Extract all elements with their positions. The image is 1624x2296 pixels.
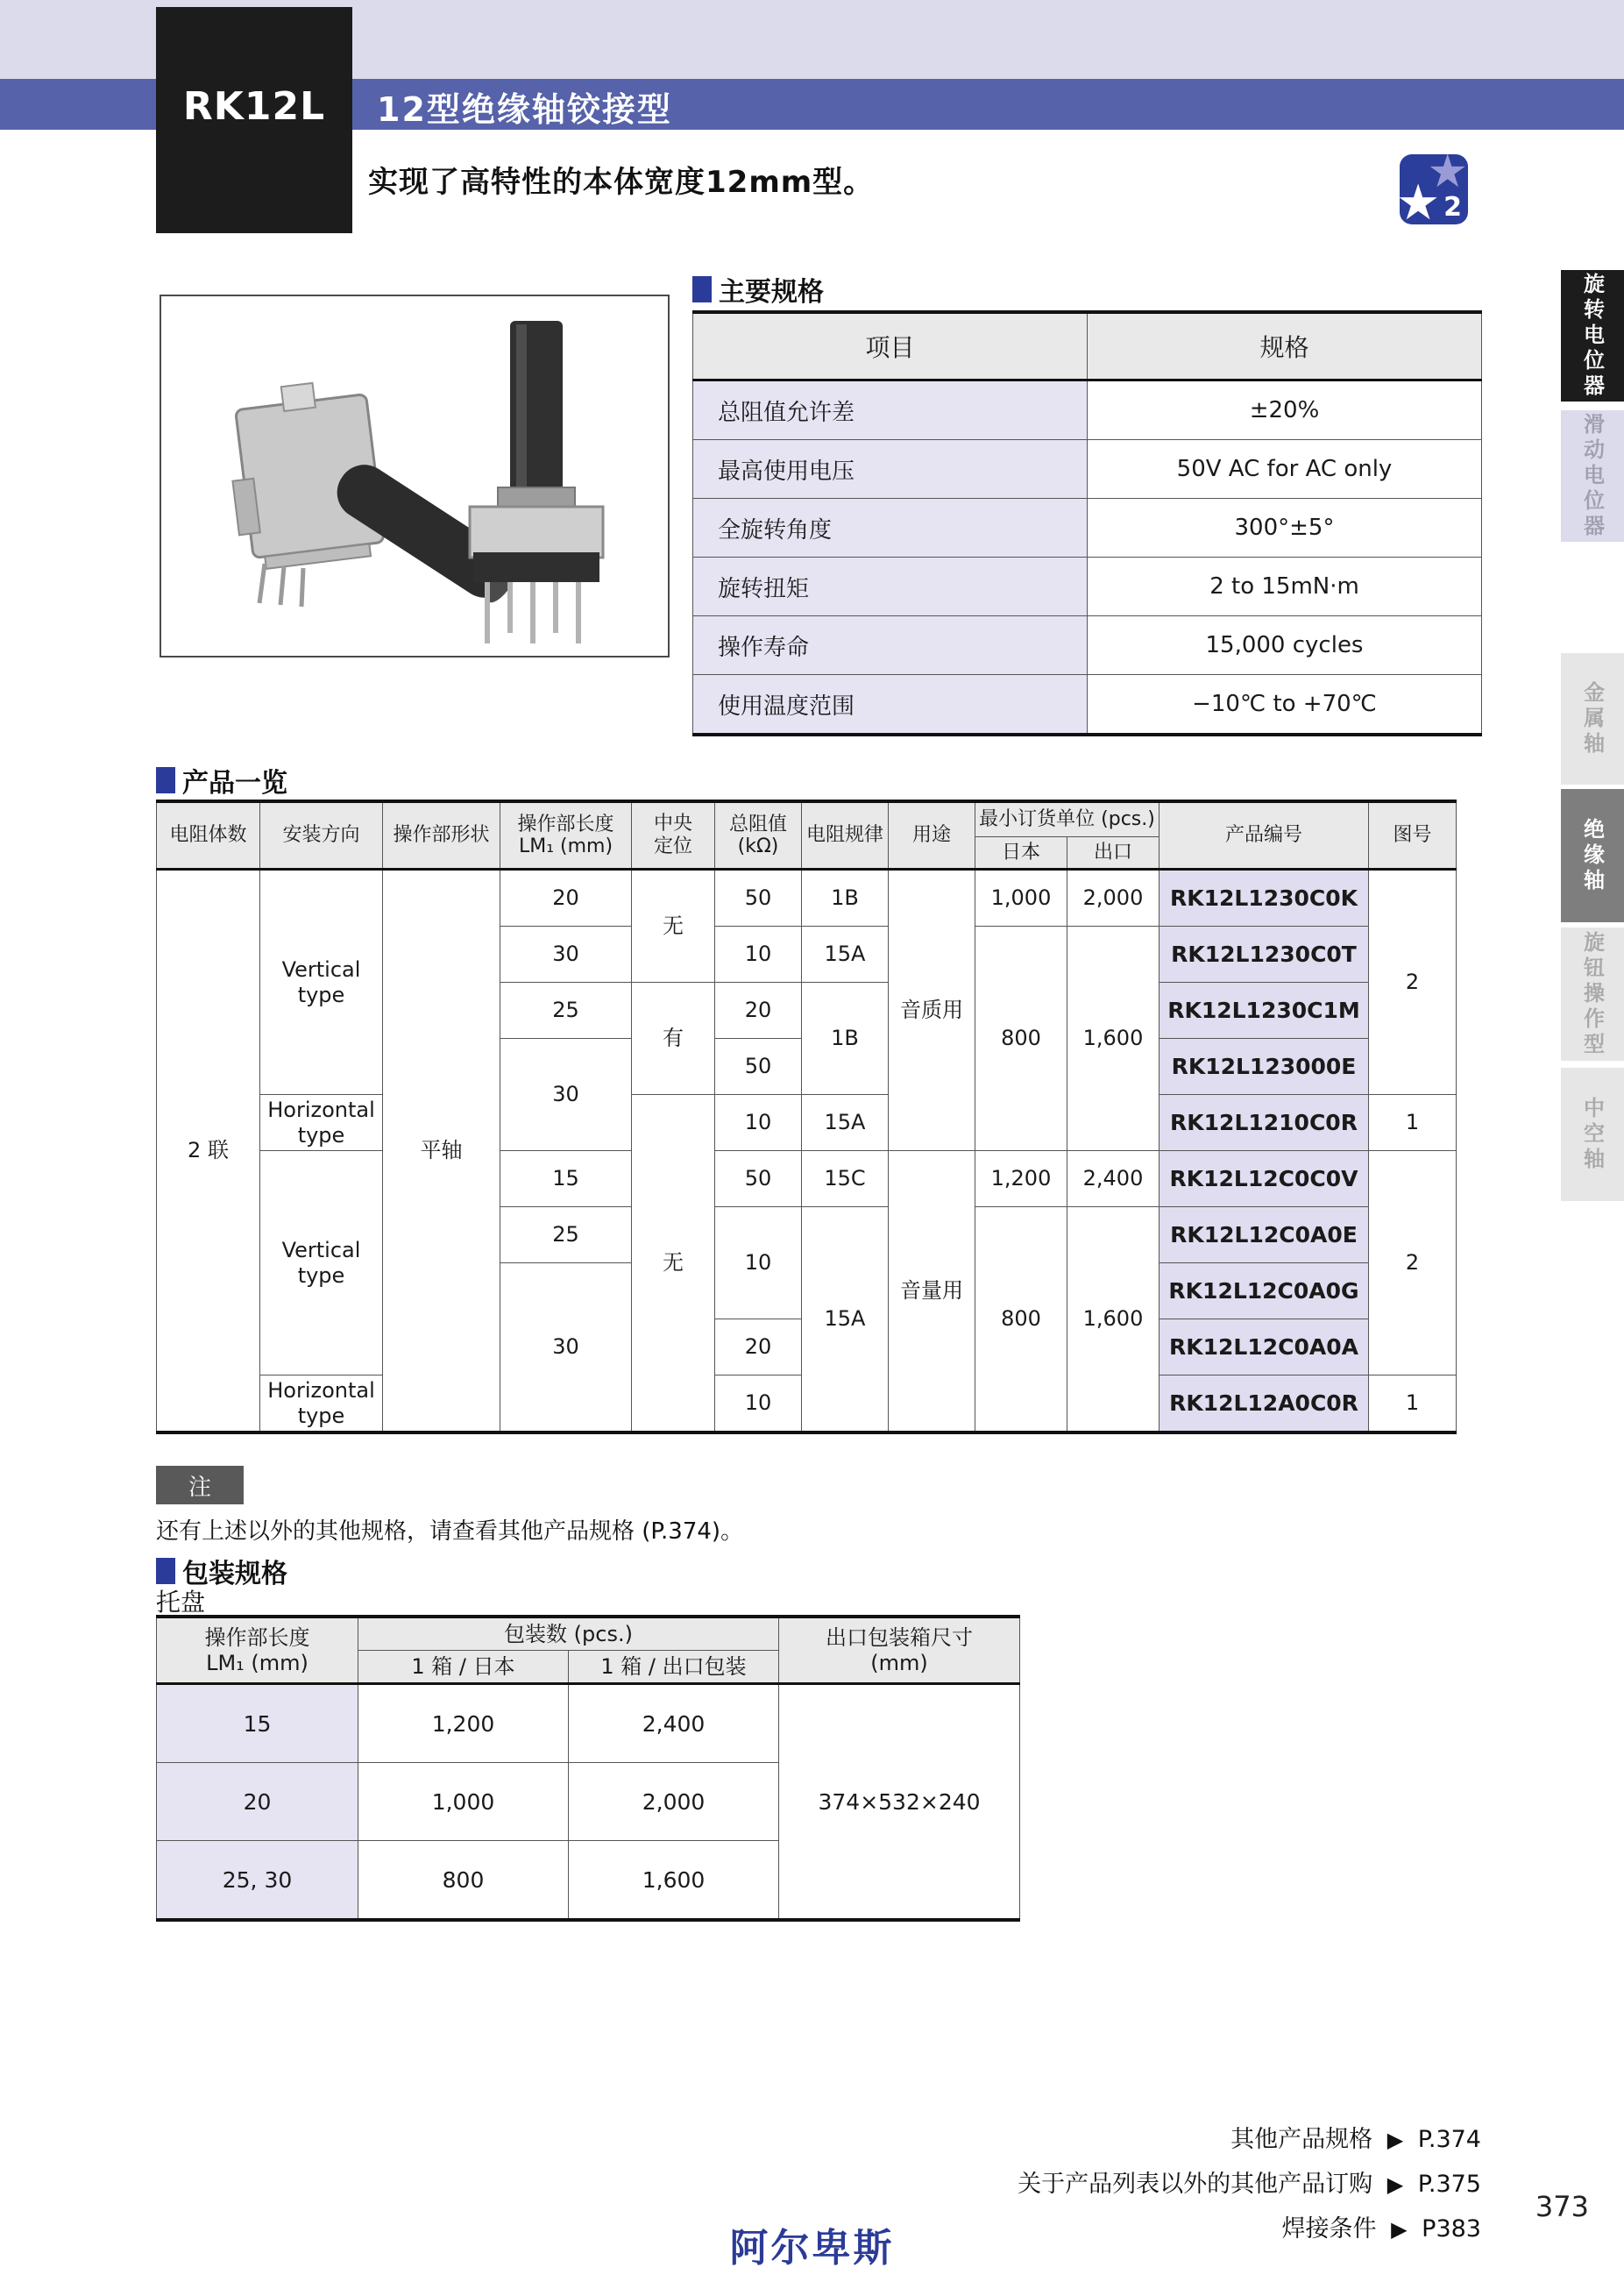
product-number-cell: RK12L1230C0T	[1159, 927, 1369, 983]
table-cell: 1,600	[1067, 927, 1159, 1151]
product-number-cell: RK12L123000E	[1159, 1039, 1369, 1095]
table-cell: 25, 30	[157, 1841, 358, 1921]
header-line: 中央定位	[653, 812, 692, 857]
table-cell: 2	[1369, 1151, 1457, 1375]
spec-item: 旋转扭矩	[693, 558, 1088, 616]
product-photo-box	[160, 295, 670, 658]
table-cell: 15	[500, 1151, 632, 1207]
footer-link-page: P.374	[1417, 2126, 1481, 2153]
footer-link-page: P.375	[1417, 2171, 1481, 2198]
table-cell: 2 联	[157, 870, 260, 1433]
section-marker-icon	[692, 276, 712, 302]
table-cell: 30	[500, 927, 632, 983]
spec-item: 最高使用电压	[693, 440, 1088, 499]
table-cell: 20	[715, 983, 802, 1039]
table-row	[693, 440, 1482, 499]
model-name: RK12L	[182, 84, 326, 129]
header-cell: 项目	[693, 312, 1088, 380]
table-cell: 25	[500, 983, 632, 1039]
section-marker-icon	[156, 1558, 175, 1584]
sidebar-tab-label: 旋钮操作型	[1579, 930, 1605, 1058]
table-cell: 30	[500, 1039, 632, 1151]
product-number-cell: RK12L12C0A0G	[1159, 1263, 1369, 1319]
sidebar-tab-label: 金属轴	[1579, 680, 1605, 757]
table-cell: 800	[975, 927, 1067, 1151]
table-cell: 2,000	[1067, 870, 1159, 927]
header-cell: 规格	[1088, 312, 1482, 380]
star-icon: ★	[1396, 174, 1441, 231]
product-heading-label: 产品一览	[182, 768, 287, 799]
footer-link-page: P383	[1422, 2215, 1481, 2243]
table-cell: 50	[715, 1039, 802, 1095]
sidebar-tab-rotary-potentiometers[interactable]	[1561, 270, 1624, 402]
packaging-heading-label: 包装规格	[182, 1559, 287, 1589]
table-cell: 25	[500, 1207, 632, 1263]
table-cell: 1,200	[358, 1684, 569, 1763]
table-cell: Vertical type	[260, 870, 383, 1095]
header-cell: 图号	[1369, 801, 1457, 870]
table-row	[693, 499, 1482, 558]
table-cell: 音量用	[889, 1151, 975, 1433]
sidebar-tab-insulated-shaft[interactable]	[1561, 789, 1624, 922]
series-title: 12型绝缘轴铰接型	[377, 90, 672, 129]
badge-count: 2	[1443, 192, 1462, 223]
spec-value: 300°±5°	[1088, 499, 1482, 558]
product-number-cell: RK12L12C0C0V	[1159, 1151, 1369, 1207]
header-cell: 安装方向	[260, 801, 383, 870]
table-cell: Horizontal type	[260, 1375, 383, 1433]
header-line: 出口包装箱尺寸	[826, 1624, 974, 1650]
header-cell	[632, 801, 715, 870]
spec-heading-label: 主要规格	[719, 277, 824, 308]
table-cell: 10	[715, 1375, 802, 1433]
table-cell: 15A	[802, 927, 889, 983]
spec-value: 50V AC for AC only	[1088, 440, 1482, 499]
table-row	[157, 1684, 1020, 1763]
brand-logo: 阿尔卑斯	[729, 2226, 895, 2271]
header-cell: 最小订货单位 (pcs.)	[975, 801, 1159, 837]
table-cell: 无	[632, 870, 715, 983]
table-cell: 2	[1369, 870, 1457, 1095]
table-row	[693, 380, 1482, 440]
product-number-cell: RK12L1210C0R	[1159, 1095, 1369, 1151]
header-cell	[715, 801, 802, 870]
footer-link-label: 关于产品列表以外的其他产品订购	[1018, 2171, 1373, 2198]
spec-value: ±20%	[1088, 380, 1482, 440]
spec-item: 操作寿命	[693, 616, 1088, 675]
table-cell: 374×532×240	[779, 1684, 1020, 1921]
sidebar-tab-label: 旋转电位器	[1579, 272, 1605, 400]
product-photo	[161, 296, 664, 652]
star-badge	[1396, 146, 1468, 231]
spec-value: 15,000 cycles	[1088, 616, 1482, 675]
sidebar-tab-label: 滑动电位器	[1579, 412, 1605, 540]
product-table	[156, 800, 1457, 1434]
product-number-cell: RK12L12C0A0E	[1159, 1207, 1369, 1263]
table-cell: 15C	[802, 1151, 889, 1207]
section-marker-icon	[156, 767, 175, 793]
arrow-icon: ▶	[1386, 2128, 1404, 2152]
arrow-icon: ▶	[1386, 2172, 1404, 2197]
table-cell: 1B	[802, 870, 889, 927]
table-cell: 20	[500, 870, 632, 927]
table-cell: 50	[715, 1151, 802, 1207]
header-cell: 1 箱 / 日本	[358, 1651, 569, 1684]
table-cell: Horizontal type	[260, 1095, 383, 1151]
table-cell: 800	[358, 1841, 569, 1921]
product-section-heading	[156, 761, 287, 800]
star-icon: ★	[1427, 146, 1468, 198]
table-cell: 1B	[802, 983, 889, 1095]
table-cell: 15	[157, 1684, 358, 1763]
table-cell: 平轴	[383, 870, 500, 1433]
table-cell: 10	[715, 1207, 802, 1319]
header-cell: 电阻规律	[802, 801, 889, 870]
tagline: 实现了高特性的本体宽度12mm型。	[368, 165, 875, 200]
header-cell	[157, 1617, 358, 1684]
table-cell: 有	[632, 983, 715, 1095]
header-cell: 出口	[1067, 837, 1159, 870]
packaging-table	[156, 1615, 1020, 1922]
table-cell: 50	[715, 870, 802, 927]
footer-link[interactable]	[1018, 2164, 1481, 2199]
header-cell: 包装数 (pcs.)	[358, 1617, 779, 1651]
header-line: 操作部长度	[204, 1624, 310, 1650]
footer-link-label: 焊接条件	[1281, 2215, 1377, 2243]
page-number: 373	[1535, 2190, 1589, 2223]
table-cell: 30	[500, 1263, 632, 1433]
spec-table	[692, 310, 1482, 736]
header-line: LM₁ (mm)	[518, 835, 613, 857]
table-row	[693, 616, 1482, 675]
table-row	[693, 558, 1482, 616]
product-number-cell: RK12L1230C0K	[1159, 870, 1369, 927]
header-cell: 日本	[975, 837, 1067, 870]
spec-item: 全旋转角度	[693, 499, 1088, 558]
footer-link-label: 其他产品规格	[1230, 2126, 1373, 2153]
table-cell: 1,600	[569, 1841, 779, 1921]
header-cell: 产品编号	[1159, 801, 1369, 870]
table-cell: 1	[1369, 1375, 1457, 1433]
table-cell: 1,600	[1067, 1207, 1159, 1433]
product-number-cell: RK12L12C0A0A	[1159, 1319, 1369, 1375]
spec-value: 2 to 15mN·m	[1088, 558, 1482, 616]
header-cell: 用途	[889, 801, 975, 870]
table-cell: 1,000	[358, 1763, 569, 1841]
header-line: 操作部长度	[517, 813, 614, 835]
sidebar-tab-label: 中空轴	[1579, 1096, 1605, 1173]
table-cell: 15A	[802, 1095, 889, 1151]
footer-link[interactable]	[1018, 2120, 1481, 2154]
note-text: 还有上述以外的其他规格，请查看其他产品规格 (P.374)。	[156, 1518, 744, 1545]
header-cell: 1 箱 / 出口包装	[569, 1651, 779, 1684]
header-cell: 操作部形状	[383, 801, 500, 870]
sidebar-tab-slide-potentiometers[interactable]	[1561, 410, 1624, 542]
spec-section-heading	[692, 270, 824, 309]
table-cell: 2,400	[1067, 1151, 1159, 1207]
table-cell: 1,200	[975, 1151, 1067, 1207]
table-cell: Vertical type	[260, 1151, 383, 1375]
table-cell: 音质用	[889, 870, 975, 1151]
header-line: 总阻值	[728, 813, 787, 835]
table-row	[693, 675, 1482, 736]
table-cell: 15A	[802, 1207, 889, 1433]
table-row	[157, 1095, 1457, 1151]
table-cell: 2,000	[569, 1763, 779, 1841]
note-label: 注	[156, 1466, 244, 1504]
table-cell: 10	[715, 1095, 802, 1151]
table-cell: 1	[1369, 1095, 1457, 1151]
header-cell	[779, 1617, 1020, 1684]
table-cell: 20	[157, 1763, 358, 1841]
header-cell	[500, 801, 632, 870]
arrow-icon: ▶	[1391, 2217, 1408, 2242]
table-cell: 无	[632, 1095, 715, 1433]
sidebar-tab-hollow-shaft[interactable]	[1561, 1068, 1624, 1201]
table-cell: 20	[715, 1319, 802, 1375]
sidebar-tab-label: 绝缘轴	[1579, 817, 1605, 894]
product-number-cell: RK12L12A0C0R	[1159, 1375, 1369, 1433]
table-row	[157, 870, 1457, 927]
table-row	[157, 1151, 1457, 1207]
spec-item: 总阻值允许差	[693, 380, 1088, 440]
table-cell: 10	[715, 927, 802, 983]
table-cell: 1,000	[975, 870, 1067, 927]
table-cell: 2,400	[569, 1684, 779, 1763]
header-cell: 电阻体数	[157, 801, 260, 870]
sidebar-tab-metal-shaft[interactable]	[1561, 653, 1624, 785]
header-line: (mm)	[870, 1650, 928, 1675]
sidebar-tab-knob-operated[interactable]	[1561, 928, 1624, 1061]
spec-value: −10℃ to +70℃	[1088, 675, 1482, 736]
header-line: (kΩ)	[737, 835, 779, 857]
spec-item: 使用温度范围	[693, 675, 1088, 736]
product-number-cell: RK12L1230C1M	[1159, 983, 1369, 1039]
table-cell: 800	[975, 1207, 1067, 1433]
packaging-subtitle: 托盘	[156, 1588, 206, 1617]
header-line: LM₁ (mm)	[206, 1650, 308, 1675]
